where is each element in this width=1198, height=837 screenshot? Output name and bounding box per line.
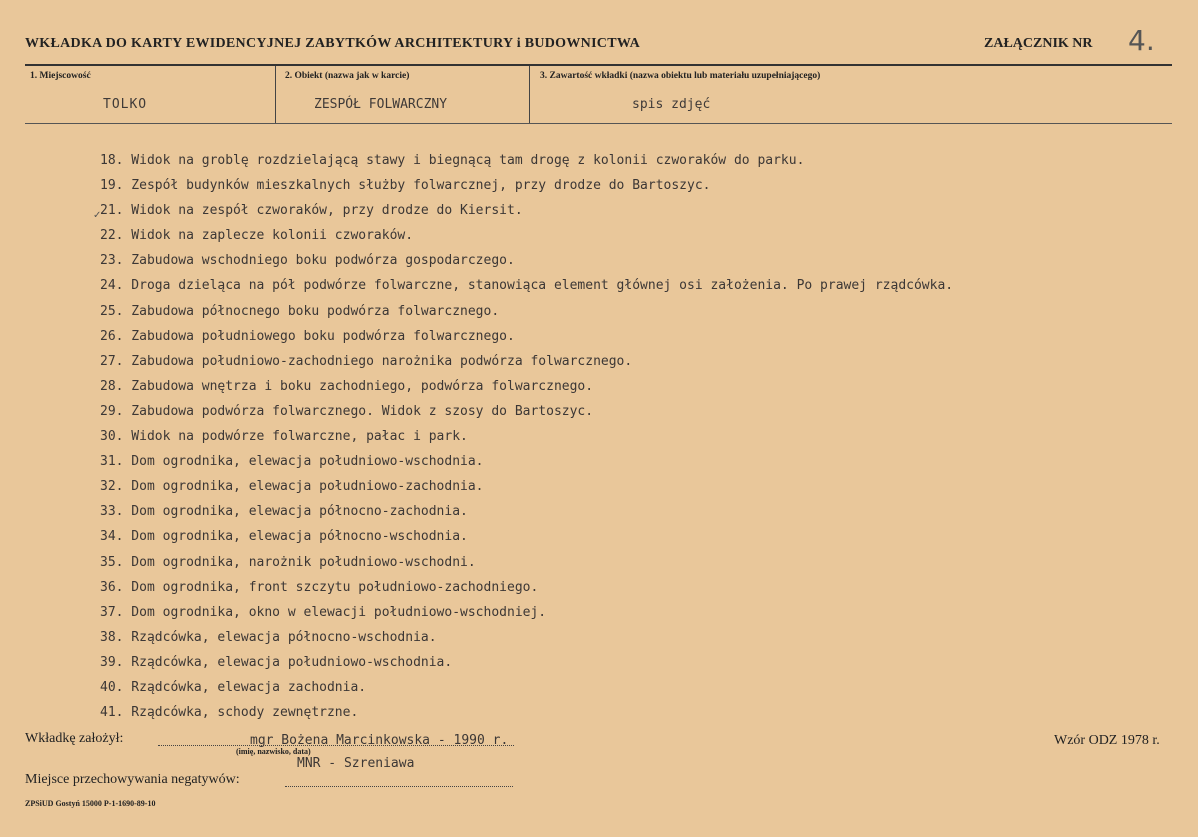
list-item: 23. Zabudowa wschodniego boku podwórza gospodarczego.: [100, 253, 515, 269]
annex-number: 4.: [1128, 24, 1155, 57]
list-item: 21. Widok na zespół czworaków, przy drodze do Kiersit.: [100, 203, 523, 219]
list-item: 27. Zabudowa południowo-zachodniego narożnika podwórza folwarcznego.: [100, 353, 633, 369]
field-divider-2: [529, 66, 530, 123]
list-item: 37. Dom ogrodnika, okno w elewacji południowo-wschodniej.: [100, 604, 547, 620]
list-item: 36. Dom ogrodnika, front szczytu południowo-zachodniego.: [100, 579, 539, 595]
list-item: 25. Zabudowa północnego boku podwórza folwarcznego.: [100, 303, 500, 319]
list-item: 40. Rządcówka, elewacja zachodnia.: [100, 679, 367, 695]
header-rule: [25, 64, 1172, 66]
list-item: 28. Zabudowa wnętrza i boku zachodniego, podwórza folwarcznego.: [100, 378, 594, 394]
photo-list: [100, 148, 953, 725]
list-item: 30. Widok na podwórze folwarczne, pałac i park.: [100, 429, 468, 445]
storage-dotted-line: [285, 786, 513, 787]
locality-label: 1. Miejscowość: [30, 71, 91, 81]
list-item: 39. Rządcówka, elewacja południowo-wschodnia.: [100, 654, 453, 670]
object-value: ZESPÓŁ FOLWARCZNY: [314, 97, 448, 112]
list-item: 38. Rządcówka, elewacja północno-wschodnia.: [100, 629, 437, 645]
printer-imprint: ZPSiUD Gostyń 15000 P-1-1690-89-10: [25, 799, 156, 808]
contents-label: 3. Zawartość wkładki (nazwa obiektu lub materiału uzupełniającego): [540, 71, 821, 81]
check-mark: ✓: [93, 210, 102, 221]
author-caption: (imię, nazwisko, data): [236, 747, 311, 756]
author-label: Wkładkę założył:: [25, 731, 124, 746]
annex-label: ZAŁĄCZNIK NR: [984, 36, 1093, 51]
list-item: 34. Dom ogrodnika, elewacja północno-wschodnia.: [100, 529, 468, 545]
list-item: 29. Zabudowa podwórza folwarcznego. Widok z szosy do Bartoszyc.: [100, 403, 594, 419]
storage-value: MNR - Szreniawa: [297, 756, 415, 771]
list-item: 33. Dom ogrodnika, elewacja północno-zachodnia.: [100, 504, 468, 520]
list-item: 19. Zespół budynków mieszkalnych służby folwarcznej, przy drodze do Bartoszyc.: [100, 178, 711, 194]
list-item: 35. Dom ogrodnika, narożnik południowo-wschodni.: [100, 554, 476, 570]
object-label: 2. Obiekt (nazwa jak w karcie): [285, 71, 410, 81]
list-item: 41. Rządcówka, schody zewnętrzne.: [100, 705, 359, 721]
list-item: 26. Zabudowa południowego boku podwórza folwarcznego.: [100, 328, 515, 344]
author-value: mgr Bożena Marcinkowska - 1990 r.: [250, 733, 509, 748]
list-item: 18. Widok na groblę rozdzielającą stawy i biegnącą tam drogę z kolonii czworaków do parku.: [100, 153, 805, 168]
form-model: Wzór ODZ 1978 r.: [1054, 733, 1160, 748]
field-divider-1: [275, 66, 276, 123]
document-title: WKŁADKA DO KARTY EWIDENCYJNEJ ZABYTKÓW ARCHITEKTURY i BUDOWNICTWA: [25, 36, 641, 51]
contents-value: spis zdjęć: [632, 97, 711, 112]
locality-value: TOLKO: [103, 97, 148, 112]
fields-rule: [25, 123, 1172, 124]
list-item: 22. Widok na zaplecze kolonii czworaków.: [100, 228, 414, 244]
list-item: 24. Droga dzieląca na pół podwórze folwarczne, stanowiąca element głównej osi założenia. Po prawej rządcówka.: [100, 278, 954, 294]
list-item: 32. Dom ogrodnika, elewacja południowo-zachodnia.: [100, 479, 484, 495]
list-item: 31. Dom ogrodnika, elewacja południowo-wschodnia.: [100, 454, 484, 470]
storage-label: Miejsce przechowywania negatywów:: [25, 772, 240, 787]
